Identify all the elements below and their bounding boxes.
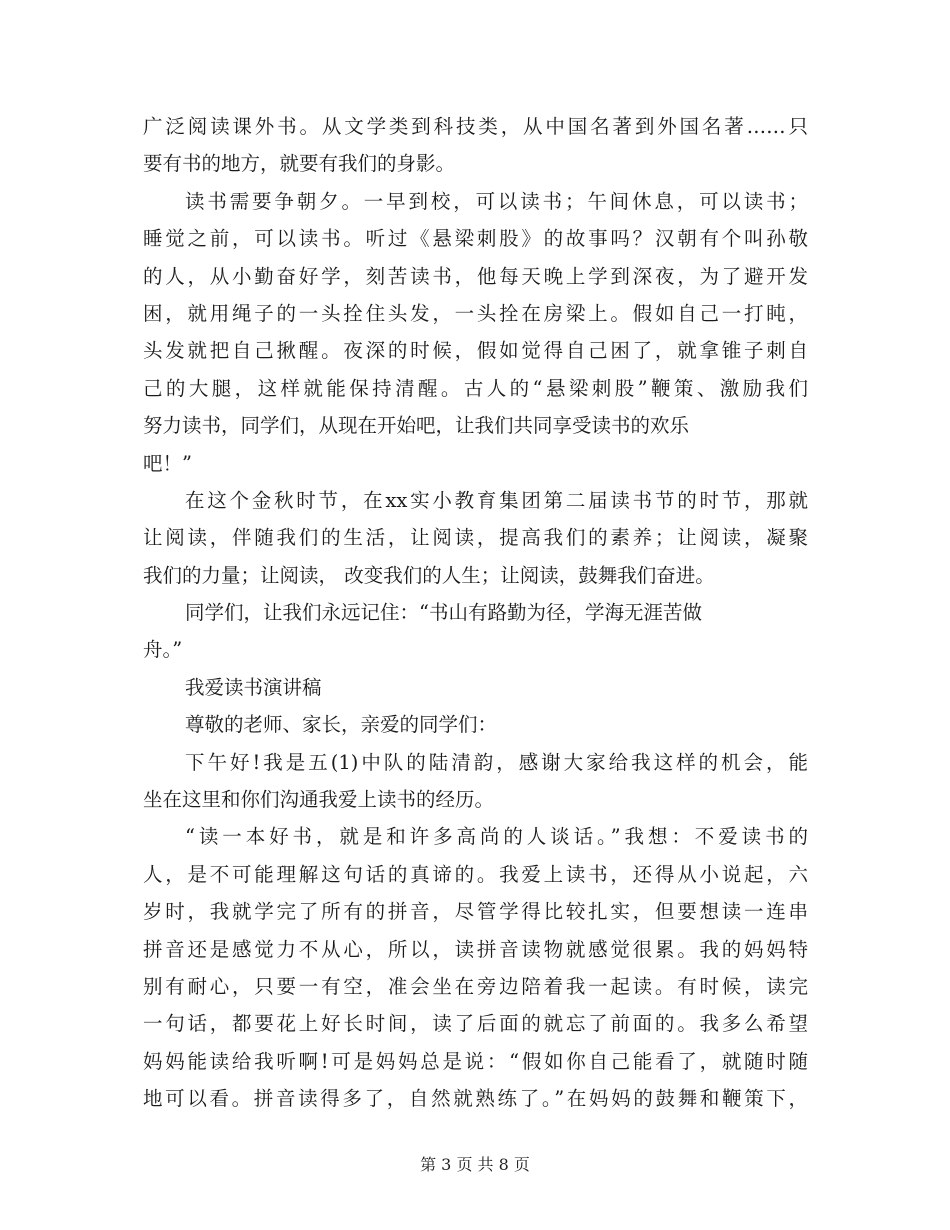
text-line: 我们的力量；让阅读， 改变我们的人生；让阅读，鼓舞我们奋进。 (143, 563, 715, 587)
text-line: 同学们，让我们永远记住：“书山有路勤为径，学海无涯苦做 (185, 601, 702, 625)
text-line: 要有书的地方，就要有我们的身影。 (143, 152, 456, 176)
text-line: “读一本好书，就是和许多高尚的人谈话。”我想：不爱读书的 (185, 825, 808, 849)
text-line: 睡觉之前，可以读书。听过《悬梁刺股》的故事吗？汉朝有个叫孙敬 (143, 227, 808, 251)
text-line: 在这个金秋时节，在xx实小教育集团第二届读书节的时节，那就 (185, 488, 808, 512)
text-line: 让阅读，伴随我们的生活，让阅读，提高我们的素养；让阅读，凝聚 (143, 526, 808, 550)
text-line: 舟。” (143, 638, 183, 662)
text-line: 拼音还是感觉力不从心，所以，读拼音读物就感觉很累。我的妈妈特 (143, 937, 808, 961)
text-line: 岁时，我就学完了所有的拼音，尽管学得比较扎实，但要想读一连串 (143, 900, 808, 924)
text-line: 坐在这里和你们沟通我爱上读书的经历。 (143, 788, 495, 812)
page-footer: 第 3 页 共 8 页 (420, 1155, 530, 1174)
text-line: 下午好!我是五(1)中队的陆清韵，感谢大家给我这样的机会，能 (185, 750, 808, 774)
text-line: 妈妈能读给我听啊!可是妈妈总是说：“假如你自己能看了，就随时随 (143, 1049, 808, 1073)
text-line: 别有耐心，只要一有空，准会坐在旁边陪着我一起读。有时候，读完 (143, 974, 808, 998)
text-line: 尊敬的老师、家长，亲爱的同学们： (185, 713, 498, 737)
text-line: 困，就用绳子的一头拴住头发，一头拴在房梁上。假如自己一打盹， (143, 301, 808, 325)
text-line: 己的大腿，这样就能保持清醒。古人的“悬梁刺股”鞭策、激励我们 (143, 376, 808, 400)
document-body (143, 108, 808, 1118)
text-line: 吧！” (143, 451, 192, 475)
text-line: 地可以看。拼音读得多了，自然就熟练了。”在妈妈的鼓舞和鞭策下， (143, 1087, 808, 1111)
text-line: 人，是不可能理解这句话的真谛的。我爱上读书，还得从小说起，六 (143, 862, 808, 886)
text-line: 的人，从小勤奋好学，刻苦读书，他每天晚上学到深夜，为了避开发 (143, 264, 808, 288)
text-line: 头发就把自己揪醒。夜深的时候，假如觉得自己困了，就拿锥子刺自 (143, 339, 808, 363)
text-line: 读书需要争朝夕。一早到校，可以读书；午间休息，可以读书； (185, 189, 808, 213)
text-line: 一句话，都要花上好长时间，读了后面的就忘了前面的。我多么希望 (143, 1012, 808, 1036)
text-line: 广泛阅读课外书。从文学类到科技类，从中国名著到外国名著……只 (143, 115, 808, 138)
text-line: 努力读书，同学们，从现在开始吧，让我们共同享受读书的欢乐 (143, 414, 690, 438)
text-line: 我爱读书演讲稿 (185, 675, 322, 699)
